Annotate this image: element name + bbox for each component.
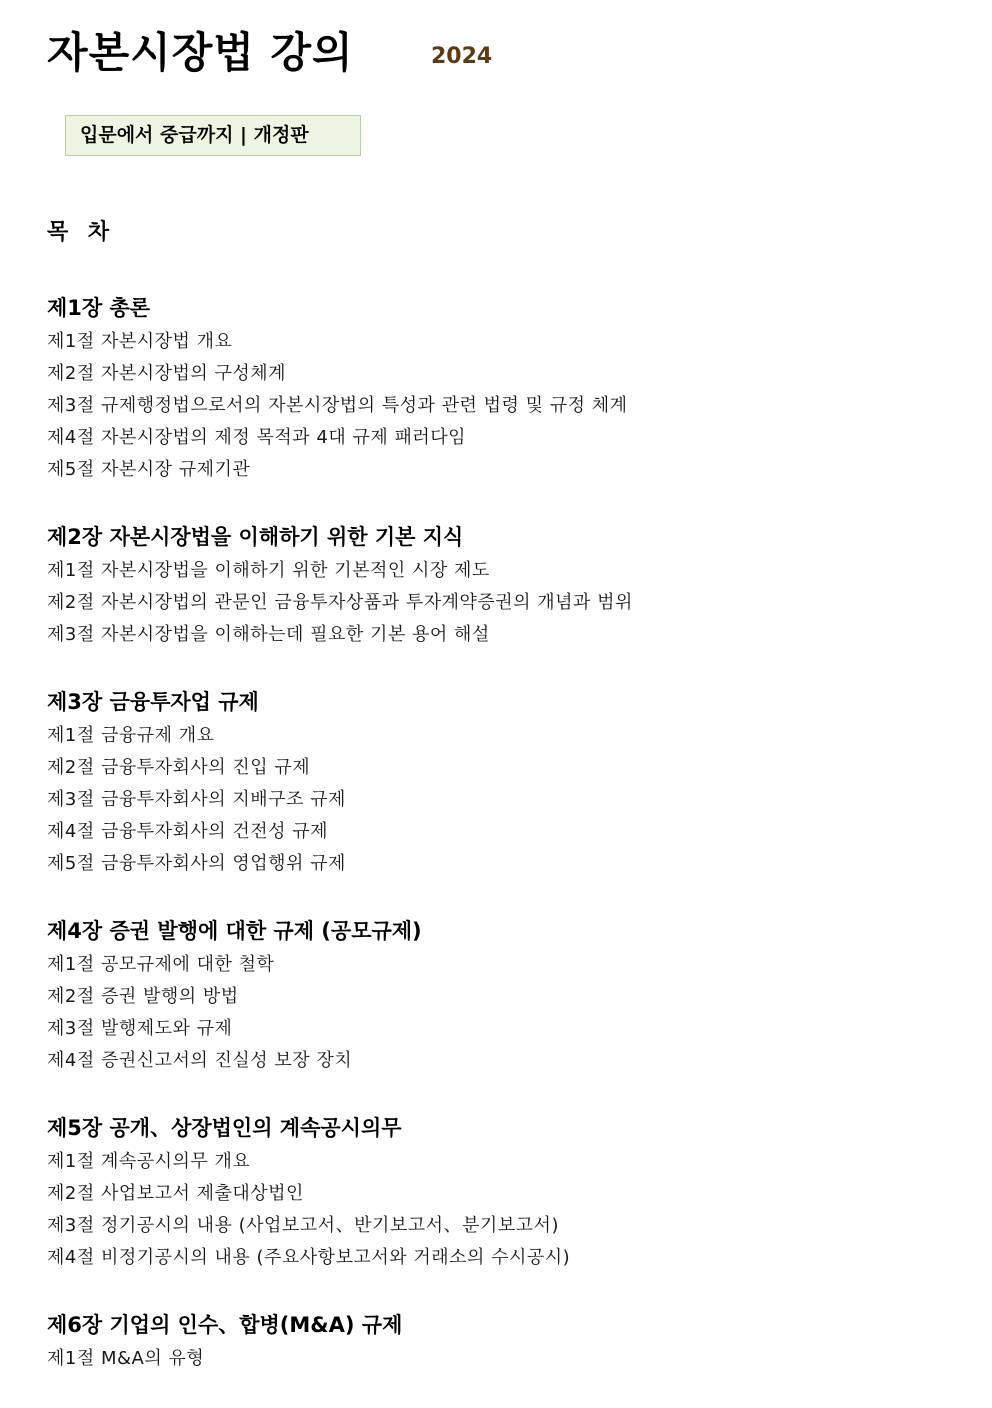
section-item: 제4절 증권신고서의 진실성 보장 장치	[47, 1050, 353, 1071]
chapter-title: 제4장 증권 발행에 대한 규제 (공모규제)	[47, 919, 422, 943]
section-item: 제2절 금융투자회사의 진입 규제	[47, 757, 311, 778]
section-item: 제5절 금융투자회사의 영업행위 규제	[47, 853, 346, 874]
subtitle-badge: 입문에서 중급까지 | 개정판	[65, 115, 361, 156]
section-list	[47, 949, 947, 1077]
section-item: 제3절 자본시장법을 이해하는데 필요한 기본 용어 해설	[47, 624, 490, 645]
section-list	[47, 1146, 947, 1274]
chapter-6	[47, 1307, 947, 1375]
section-item: 제2절 증권 발행의 방법	[47, 986, 239, 1007]
section-item: 제5절 자본시장 규제기관	[47, 459, 251, 480]
section-list	[47, 555, 947, 651]
section-item: 제1절 자본시장법을 이해하기 위한 기본적인 시장 제도	[47, 560, 490, 581]
section-item: 제4절 자본시장법의 제정 목적과 4대 규제 패러다임	[47, 427, 466, 448]
chapter-4	[47, 913, 947, 1077]
toc-heading: 목 차	[47, 220, 116, 245]
chapter-title: 제1장 총론	[47, 296, 151, 320]
document-year: 2024	[431, 44, 493, 69]
section-item: 제3절 발행제도와 규제	[47, 1018, 233, 1039]
chapter-title: 제5장 공개、상장법인의 계속공시의무	[47, 1116, 402, 1140]
chapter-1	[47, 290, 947, 486]
chapter-5	[47, 1110, 947, 1274]
section-item: 제4절 금융투자회사의 건전성 규제	[47, 821, 329, 842]
section-item: 제2절 자본시장법의 구성체계	[47, 363, 287, 384]
chapter-title: 제2장 자본시장법을 이해하기 위한 기본 지식	[47, 525, 464, 549]
section-item: 제3절 금융투자회사의 지배구조 규제	[47, 789, 346, 810]
chapter-2	[47, 519, 947, 651]
section-list	[47, 326, 947, 486]
section-item: 제1절 계속공시의무 개요	[47, 1151, 251, 1172]
section-list	[47, 1343, 947, 1375]
section-item: 제4절 비정기공시의 내용 (주요사항보고서와 거래소의 수시공시)	[47, 1247, 571, 1268]
section-item: 제1절 자본시장법 개요	[47, 331, 233, 352]
table-of-contents	[47, 290, 947, 1408]
chapter-3	[47, 684, 947, 880]
section-item: 제3절 정기공시의 내용 (사업보고서、반기보고서、분기보고서)	[47, 1215, 559, 1236]
section-item: 제3절 규제행정법으로서의 자본시장법의 특성과 관련 법령 및 규정 체계	[47, 395, 628, 416]
section-list	[47, 720, 947, 880]
chapter-title: 제6장 기업의 인수、합병(M&A) 규제	[47, 1313, 403, 1337]
chapter-title: 제3장 금융투자업 규제	[47, 690, 259, 714]
section-item: 제1절 M&A의 유형	[47, 1348, 205, 1369]
section-item: 제1절 공모규제에 대한 철학	[47, 954, 275, 975]
document-title: 자본시장법 강의	[47, 28, 354, 77]
section-item: 제1절 금융규제 개요	[47, 725, 215, 746]
section-item: 제2절 사업보고서 제출대상법인	[47, 1183, 304, 1204]
section-item: 제2절 자본시장법의 관문인 금융투자상품과 투자계약증권의 개념과 범위	[47, 592, 633, 613]
